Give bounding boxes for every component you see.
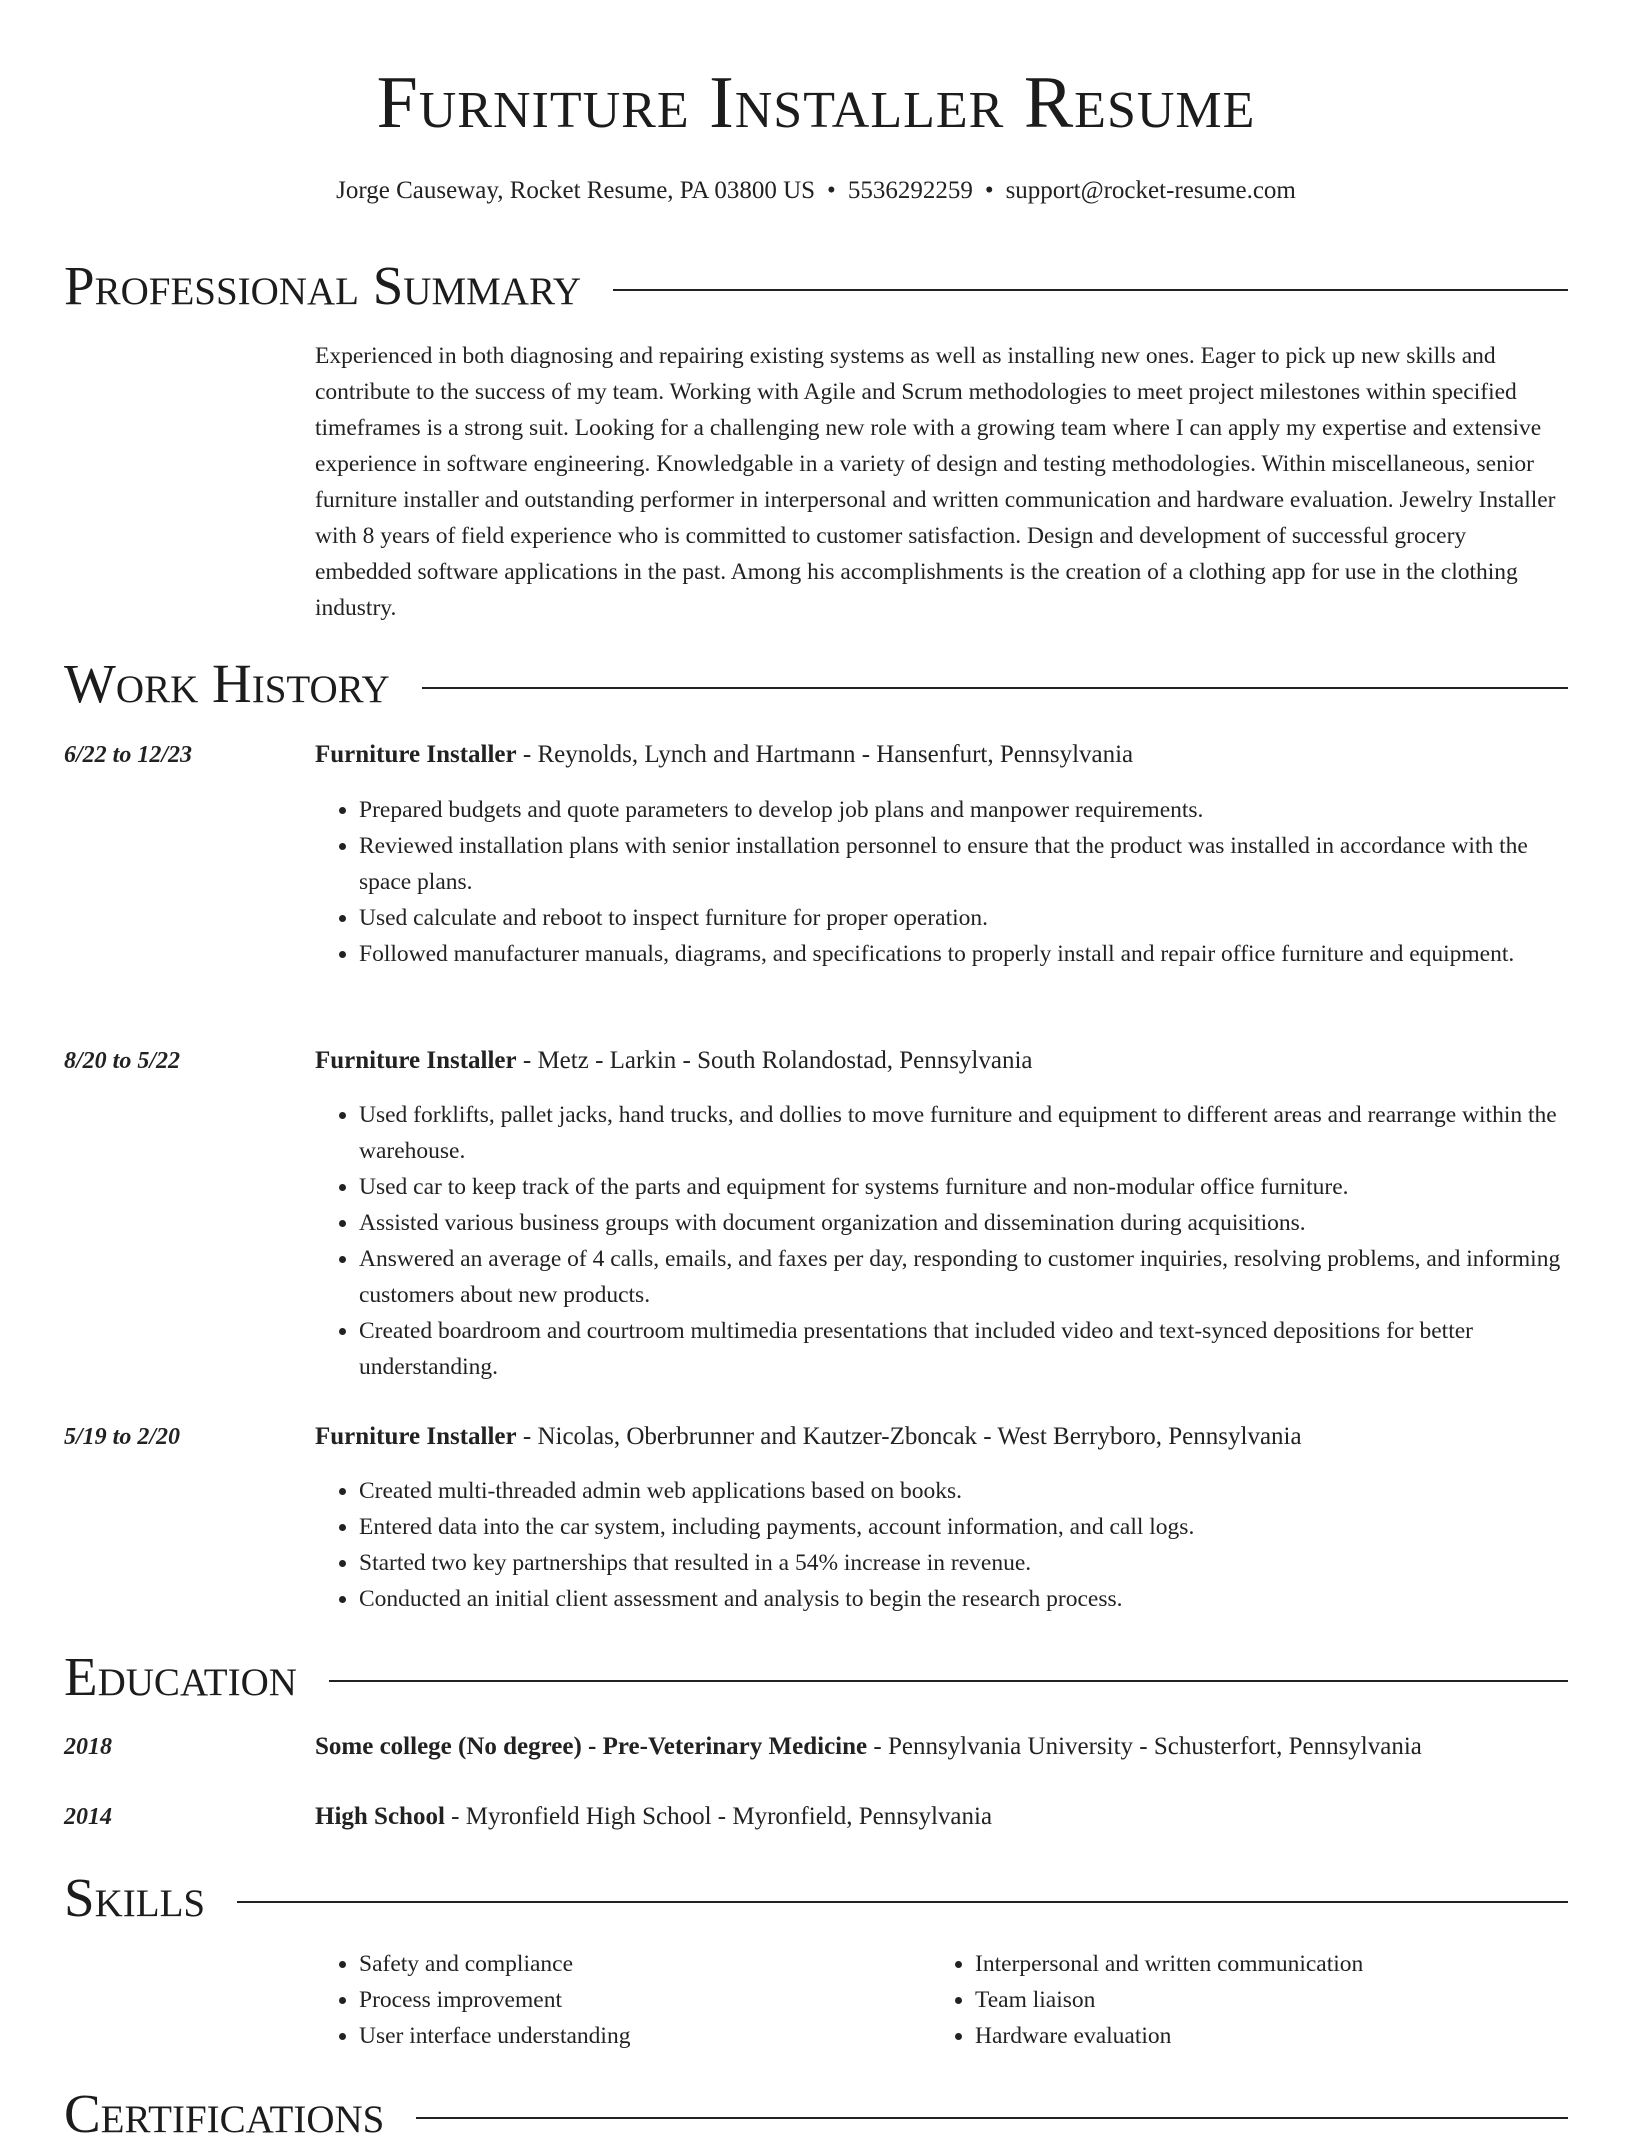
- section-title: Certifications: [64, 2083, 385, 2144]
- summary-section-header: [64, 254, 1568, 318]
- education-section-header: [64, 1645, 1568, 1709]
- education-degree: High School: [315, 1803, 445, 1830]
- phone: 5536292259: [847, 177, 973, 204]
- section-divider: [329, 1680, 1568, 1682]
- skills-section-header: [64, 1866, 1568, 1930]
- job-employer: - Metz - Larkin - South Rolandostad, Pennsylvania: [516, 1047, 1033, 1074]
- section-title: Work History: [64, 653, 390, 714]
- job-heading: [315, 1044, 1568, 1078]
- job-dates: 8/20 to 5/22: [64, 1048, 181, 1074]
- separator: •: [827, 177, 836, 204]
- list-item: • Followed manufacturer manuals, diagrams, and specifications to properly install and repair office furniture and equipment.: [359, 936, 1568, 972]
- summary-text: Experienced in both diagnosing and repairing existing systems as well as installing new ones. Eager to pick up new skills and contribute to the success of my team. Working with Agile and Scrum methodologies to meet project milestones within specified timeframes is a strong suit. Looking for a challenging new role with a growing team where I can apply my expertise and extensive experience in software engineering. Knowledgable in a variety of design and testing methodologies. Within miscellaneous, senior furniture installer and outstanding performer in interpersonal and written communication and hardware evaluation. Jewelry Installer with 8 years of field experience who is committed to customer satisfaction. Design and development of successful grocery embedded software applications in the past. Among his accomplishments is the creation of a clothing app for use in the clothing industry.: [315, 343, 1556, 621]
- list-item: • Assisted various business groups with document organization and dissemination during acquisitions.: [359, 1205, 1568, 1241]
- skill-item: • Safety and compliance: [359, 1946, 630, 1982]
- section-title: Professional Summary: [64, 255, 582, 316]
- list-item: • Conducted an initial client assessment and analysis to begin the research process.: [359, 1581, 1568, 1617]
- certifications-section-header: [64, 2082, 1568, 2146]
- job-employer: - Reynolds, Lynch and Hartmann - Hansenfurt, Pennsylvania: [516, 741, 1134, 768]
- list-item: • Prepared budgets and quote parameters to develop job plans and manpower requirements.: [359, 792, 1568, 828]
- skill-item: • User interface understanding: [359, 2018, 630, 2054]
- job-role: Furniture Installer: [315, 741, 517, 768]
- address: Jorge Causeway, Rocket Resume, PA 03800 US: [336, 177, 816, 204]
- education-year: 2018: [64, 1734, 112, 1760]
- email: support@rocket-resume.com: [1005, 177, 1296, 204]
- list-item: • Used car to keep track of the parts and equipment for systems furniture and non-modular office furniture.: [359, 1169, 1568, 1205]
- contact-line: [0, 174, 1632, 208]
- resume-title: Furniture Installer Resume: [376, 62, 1256, 144]
- job-employer: - Nicolas, Oberbrunner and Kautzer-Zboncak - West Berryboro, Pennsylvania: [516, 1423, 1302, 1450]
- education-school: - Myronfield High School - Myronfield, Pennsylvania: [444, 1803, 993, 1830]
- skill-item: • Process improvement: [359, 1982, 630, 2018]
- section-divider: [422, 687, 1568, 689]
- skill-item: • Team liaison: [975, 1982, 1363, 2018]
- list-item: • Created boardroom and courtroom multimedia presentations that included video and text-synced depositions for better understanding.: [359, 1313, 1568, 1385]
- job-heading: [315, 1420, 1568, 1454]
- section-title: Skills: [64, 1867, 206, 1928]
- skills-list-right: [931, 1946, 1363, 2054]
- job-dates: 5/19 to 2/20: [64, 1424, 181, 1450]
- skill-item: • Hardware evaluation: [975, 2018, 1363, 2054]
- job-bullets: [315, 792, 1568, 972]
- education-school: - Pennsylvania University - Schusterfort, Pennsylvania: [867, 1733, 1422, 1760]
- section-divider: [237, 1901, 1568, 1903]
- section-divider: [613, 289, 1568, 291]
- section-title: Education: [64, 1646, 297, 1707]
- job-bullets: [315, 1097, 1568, 1385]
- job-role: Furniture Installer: [315, 1423, 517, 1450]
- skills-list-left: [315, 1946, 630, 2054]
- education-heading: [315, 1730, 1568, 1764]
- education-year: 2014: [64, 1804, 112, 1830]
- list-item: • Started two key partnerships that resulted in a 54% increase in revenue.: [359, 1545, 1568, 1581]
- job-dates: 6/22 to 12/23: [64, 742, 193, 768]
- section-divider: [416, 2117, 1568, 2119]
- list-item: • Created multi-threaded admin web applications based on books.: [359, 1473, 1568, 1509]
- education-heading: [315, 1800, 1568, 1834]
- work-section-header: [64, 652, 1568, 716]
- list-item: • Answered an average of 4 calls, emails, and faxes per day, responding to customer inquiries, resolving problems, and informing customers about new products.: [359, 1241, 1568, 1313]
- skill-item: • Interpersonal and written communication: [975, 1946, 1363, 1982]
- list-item: • Used forklifts, pallet jacks, hand trucks, and dollies to move furniture and equipment to different areas and rearrange within the warehouse.: [359, 1097, 1568, 1169]
- list-item: • Entered data into the car system, including payments, account information, and call logs.: [359, 1509, 1568, 1545]
- job-bullets: [315, 1473, 1568, 1617]
- job-role: Furniture Installer: [315, 1047, 517, 1074]
- education-degree: Some college (No degree) - Pre-Veterinary Medicine: [315, 1733, 868, 1760]
- separator: •: [984, 177, 994, 204]
- list-item: • Reviewed installation plans with senior installation personnel to ensure that the product was installed in accordance with the space plans.: [359, 828, 1568, 900]
- job-heading: [315, 738, 1568, 772]
- list-item: • Used calculate and reboot to inspect furniture for proper operation.: [359, 900, 1568, 936]
